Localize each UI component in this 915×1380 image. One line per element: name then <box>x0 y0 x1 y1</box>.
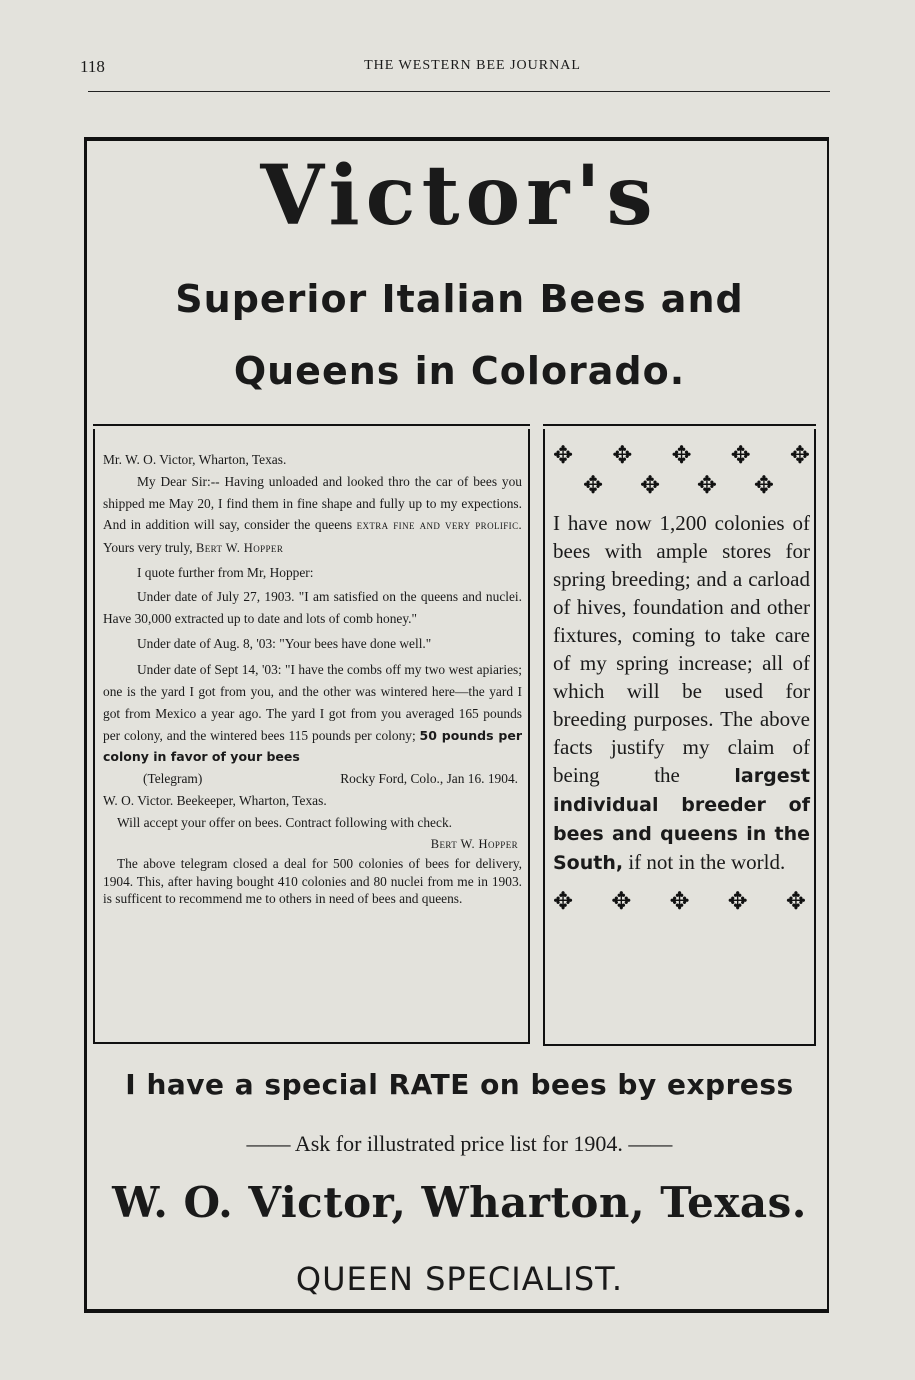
ornament-icon: ✥ <box>611 889 632 915</box>
ad-subtitle-1: Superior Italian Bees and <box>175 277 744 321</box>
testimonial-column <box>93 429 530 1044</box>
column-rule-right <box>543 424 816 426</box>
ad-title: Victor's <box>260 148 659 244</box>
queen-specialist: QUEEN SPECIALIST. <box>295 1260 624 1298</box>
quote-intro: I quote further from Mr, Hopper: <box>137 564 314 580</box>
claim-column <box>543 429 816 1046</box>
letter-greeting: Mr. W. O. Victor, Wharton, Texas. <box>103 452 287 467</box>
ornament-icon: ✥ <box>639 473 661 499</box>
ornament-icon: ✥ <box>727 889 748 915</box>
ad-subtitle-2: Queens in Colorado. <box>233 349 686 393</box>
ornament-row-2 <box>553 471 810 501</box>
telegram-body-line <box>103 812 522 834</box>
ornament-icon: ✥ <box>671 443 692 469</box>
telegram-signature: Bert W. Hopper <box>430 836 518 851</box>
ornament-icon: ✥ <box>753 473 774 499</box>
running-head: THE WESTERN BEE JOURNAL <box>364 58 581 73</box>
price-list-line: —— Ask for illustrated price list for 1904. —— <box>246 1131 673 1156</box>
ornament-icon: ✥ <box>553 889 574 915</box>
advertiser-name: W. O. Victor, Wharton, Texas. <box>112 1178 807 1227</box>
special-rate-line: I have a special RATE on bees by express <box>125 1068 794 1101</box>
ornament-icon: ✥ <box>612 443 633 469</box>
quote-july: Under date of July 27, 1903. "I am satisfied on the queens and nuclei. Have 30,000 extracted up to date and lots of comb honey." <box>103 588 522 626</box>
ornament-row-3 <box>553 887 810 917</box>
ornament-icon: ✥ <box>669 889 690 915</box>
ornament-icon: ✥ <box>696 473 718 499</box>
telegram-body: Will accept your offer on bees. Contract following with check. <box>117 814 452 830</box>
ornament-icon: ✥ <box>553 443 574 469</box>
column-rule-left <box>93 424 530 426</box>
quote-september-bold: 50 pounds per colony in favor of your bees <box>103 727 522 765</box>
quote-august: Under date of Aug. 8, '03: "Your bees have done well." <box>137 636 432 652</box>
closing-paragraph: The above telegram closed a deal for 500 colonies of bees for delivery, 1904. This, after having bought 410 colonies and 80 nuclei from me in 1903. is sufficent to recommend me to others in need of bees and queens. <box>103 856 522 907</box>
telegram-place-date: Rocky Ford, Colo., Jan 16. 1904. <box>340 771 518 787</box>
letter-emphasis: extra fine and very prolific. <box>356 518 522 533</box>
claim-bold: largest individual breeder of bees and queens in the South, <box>553 765 810 874</box>
advertisement <box>84 137 829 1313</box>
telegram-header <box>103 768 522 790</box>
telegram-label: (Telegram) <box>143 771 203 787</box>
ornament-icon: ✥ <box>789 443 810 469</box>
header-rule <box>88 91 830 92</box>
ornament-row-1 <box>553 441 810 471</box>
letter-body: My Dear Sir:-- Having unloaded and looked thro the car of bees you shipped me May 20, I find them in fine shape and fully up to my expections. And in addition will say, consider the queens extra fine and very prolific. Yours very truly, Bert W. Hopper <box>103 473 522 556</box>
quote-september: Under date of Sept 14, '03: "I have the combs off my two west apiaries; one is the yard I got from you, and the other was wintered here—the yard I got from Mexico a year ago. The yard I got from you averaged 165 pounds per colony, and the wintered bees 115 pounds per colony; 50 pounds per colony in favor of your bees <box>103 662 522 765</box>
page-number: 118 <box>80 57 105 76</box>
ornament-icon: ✥ <box>583 473 604 499</box>
ornament-icon: ✥ <box>785 889 806 915</box>
telegram-signature-line <box>103 834 522 856</box>
telegram-recipient: W. O. Victor. Beekeeper, Wharton, Texas. <box>103 792 327 808</box>
claim-text: I have now 1,200 colonies of bees with ample stores for spring breeding; and a carload of hives, foundation and other fixtures, coming to take care of my spring increase; all of which will be used for breeding purposes. The above facts justify my claim of being the largest individual breeder of bees and queens in the South, if not in the world. <box>553 511 810 874</box>
letter-signature: Bert W. Hopper <box>196 541 284 556</box>
ornament-icon: ✥ <box>730 443 751 469</box>
